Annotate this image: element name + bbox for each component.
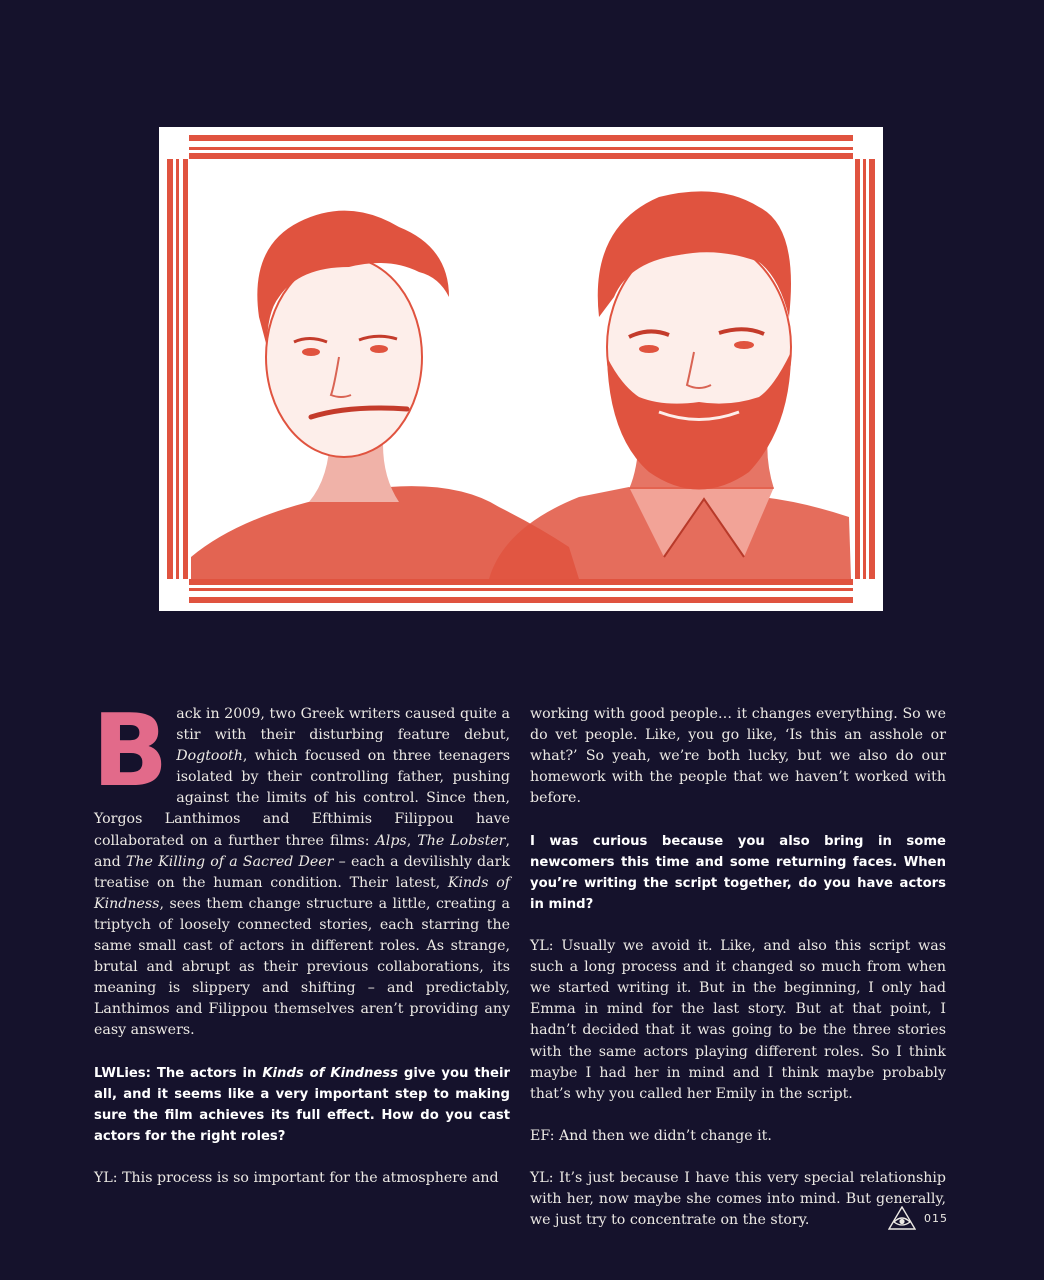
- intro-text: ack in 2009, two Greek writers caused quite a stir with their disturbing feature debut,: [176, 706, 510, 744]
- answer-3: EF: And then we didn’t change it.: [530, 1127, 772, 1144]
- answer-2: YL: Usually we avoid it. Like, and also this script was such a long process and it changed so much from when we started writing it. But in the beginning, I only had Emma in mind for the last story. But at that point, I hadn’t decided that it was going to be the three stories with the same actors playing different roles. So I think maybe I had her in mind and I think maybe probably that’s why you called her Emily in the script.: [530, 938, 946, 1102]
- dropcap: B: [92, 692, 167, 809]
- article-column-left: [92, 692, 510, 1189]
- intro-text: , sees them change structure a little, creating a triptych of loosely connected stories, each starring the same small cast of actors in different roles. As strange, brutal and abrupt as their previous collaborations, its meaning is slippery and shifting – and predictably, Lanthimos and Filippou themselves aren’t providing any easy answers.: [94, 895, 510, 1039]
- question-2: I was curious because you also bring in some newcomers this time and some returning faces. When you’re writing the script together, do you have actors in mind?: [530, 833, 946, 912]
- film-title: Kinds of Kindness: [94, 874, 510, 912]
- page-number: 015: [924, 1211, 948, 1225]
- portrait-illustration-two-men-icon: [159, 127, 883, 611]
- intro-text: – each a devilishly dark treatise on the human condition. Their latest,: [94, 853, 510, 891]
- article-column-right: [530, 704, 946, 1252]
- intro-text: , which focused on three teenagers isolated by their controlling father, pushing against the limits of his control. Since then, Yorgos Lanthimos and Efthimis Filippou have collaborated on a further three films:: [94, 748, 510, 849]
- film-title: Alps: [375, 832, 407, 849]
- portrait-illustration: [159, 127, 883, 611]
- intro-text: , and: [94, 832, 510, 870]
- film-title: Kinds of Kindness: [262, 1065, 398, 1081]
- intro-text: ,: [406, 832, 418, 849]
- film-title: The Killing of a Sacred Deer: [125, 853, 334, 870]
- eye-triangle-icon: [888, 1206, 916, 1230]
- intro-paragraph: [92, 692, 510, 1042]
- question-text: LWLies: The actors in: [94, 1065, 263, 1081]
- answer-4: YL: It’s just because I have this very special relationship with her, now maybe she comes into mind. But generally, we just try to concentrate on the story.: [530, 1170, 946, 1229]
- question-text: give you their all, and it seems like a very important step to making sure the film achieves its full effect. How do you cast actors for the right roles?: [94, 1065, 510, 1144]
- film-title: Dogtooth: [176, 748, 243, 765]
- answer-1-start: YL: This process is so important for the atmosphere and: [94, 1170, 499, 1187]
- answer-1-continued: working with good people… it changes everything. So we do vet people. Like, you go like, ‘Is this an asshole or what?’ So yeah, we’re both lucky, but we also do our homework with the people that we haven’t worked with before.: [530, 706, 946, 807]
- question-1: [94, 1063, 510, 1147]
- page-folio: [888, 1206, 948, 1230]
- film-title: The Lobster: [417, 832, 506, 849]
